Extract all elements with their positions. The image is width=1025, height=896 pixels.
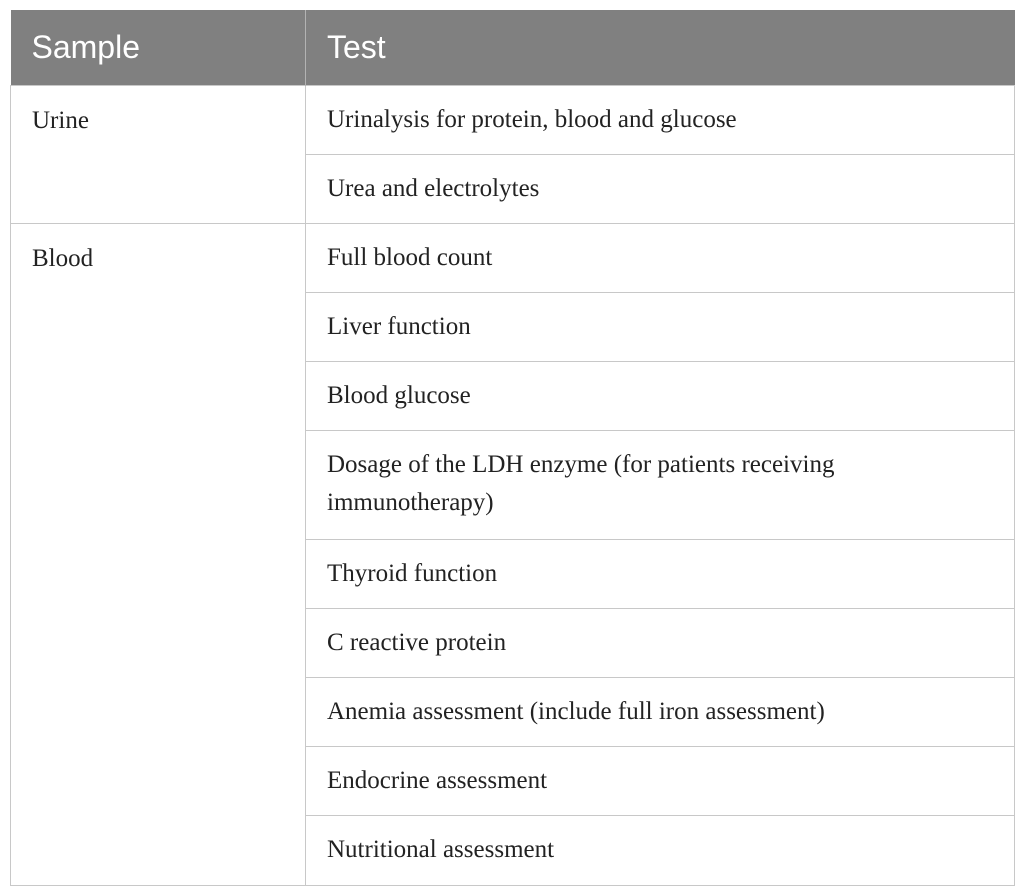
test-cell: Anemia assessment (include full iron assessment) bbox=[306, 678, 1015, 747]
sample-cell-blood: Blood bbox=[11, 224, 306, 886]
sample-cell-urine: Urine bbox=[11, 86, 306, 224]
test-cell: Urea and electrolytes bbox=[306, 155, 1015, 224]
test-cell: Liver function bbox=[306, 293, 1015, 362]
header-sample: Sample bbox=[11, 10, 306, 86]
test-cell: Thyroid function bbox=[306, 540, 1015, 609]
sample-test-table bbox=[10, 10, 1015, 886]
header-test: Test bbox=[306, 10, 1015, 86]
test-cell: Nutritional assessment bbox=[306, 816, 1015, 886]
test-cell: Full blood count bbox=[306, 224, 1015, 293]
test-cell: C reactive protein bbox=[306, 609, 1015, 678]
test-cell: Urinalysis for protein, blood and glucose bbox=[306, 86, 1015, 155]
test-cell: Endocrine assessment bbox=[306, 747, 1015, 816]
test-cell: Blood glucose bbox=[306, 362, 1015, 431]
table-row bbox=[11, 224, 1015, 293]
table-header-row bbox=[11, 10, 1015, 86]
test-cell: Dosage of the LDH enzyme (for patients receiving immunotherapy) bbox=[306, 431, 1015, 540]
table-row bbox=[11, 86, 1015, 155]
